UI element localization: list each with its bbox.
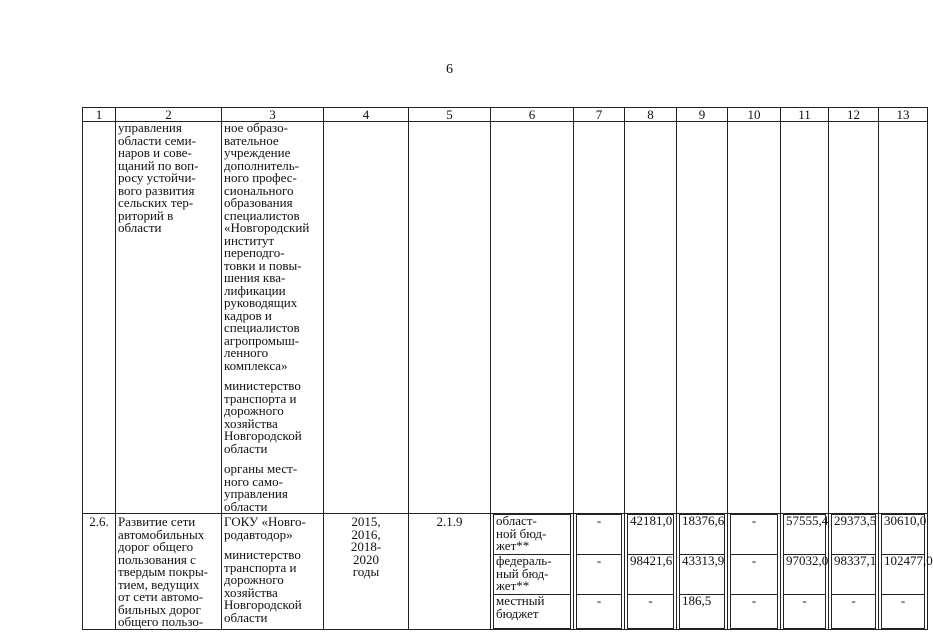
cell-activity: Развитие сети автомобильных дорог общего пользования с твердым покры- тием, ведущих от сети автомо- бильных дорог общего пользо- xyxy=(116,514,222,630)
table-row-continuation xyxy=(83,122,928,514)
table-row-2-6 xyxy=(83,514,928,630)
cell-year-col-11: 57555,4 97032,0 - xyxy=(781,514,829,630)
col-header-12: 12 xyxy=(829,108,879,122)
col-header-3: 3 xyxy=(222,108,324,122)
col-header-7: 7 xyxy=(574,108,625,122)
col-header-8: 8 xyxy=(625,108,677,122)
program-table xyxy=(82,107,933,630)
page-number: 6 xyxy=(446,62,453,77)
executor-institute: ное образо- вательное учреждение дополнитель- ного профес- сионального образования специалистов «Новгородский институт переподго- товки и повы- шения ква- лификации руководящих кадров и специалистов агропромыш- ленного комплекса» xyxy=(224,120,310,373)
cell-funding-source xyxy=(491,514,574,630)
cell-number xyxy=(83,122,116,514)
col-header-4: 4 xyxy=(324,108,409,122)
header-row xyxy=(83,108,928,122)
col-header-1: 1 xyxy=(83,108,116,122)
source-regional: област- ной бюд- жет** xyxy=(494,515,571,555)
cell-year-col-12: 29373,5 98337,1 - xyxy=(829,514,879,630)
col-header-6: 6 xyxy=(491,108,574,122)
executor-ministry: министерство транспорта и дорожного хозяйства Новгородской области xyxy=(224,547,302,625)
col-header-10: 10 xyxy=(728,108,781,122)
cell-year-col-8: 42181,0 98421,6 - xyxy=(625,514,677,630)
cell-year-col-10: - - - xyxy=(728,514,781,630)
col-header-9: 9 xyxy=(677,108,728,122)
cell-years: 2015, 2016, 2018- 2020 годы xyxy=(324,514,409,630)
cell-target-index: 2.1.9 xyxy=(409,514,491,630)
cell-year-col-13: 30610,0 102477,0 - xyxy=(879,514,928,630)
col-header-2: 2 xyxy=(116,108,222,122)
source-federal: федераль- ный бюд- жет** xyxy=(494,555,571,595)
cell-year-col-9: 18376,6 43313,9 186,5 xyxy=(677,514,728,630)
col-header-11: 11 xyxy=(781,108,829,122)
cell-year-col-7: - - - xyxy=(574,514,625,630)
source-local: местный бюджет xyxy=(494,595,571,629)
cell-executors xyxy=(222,122,324,514)
col-header-5: 5 xyxy=(409,108,491,122)
cell-activity: управления области семи- наров и сове- щаний по воп- росу устойчи- вого развития сельских тер- риторий в области xyxy=(116,122,222,514)
cell-executors xyxy=(222,514,324,630)
executor-ministry: министерство транспорта и дорожного хозяйства Новгородской области xyxy=(224,378,302,456)
cell-number: 2.6. xyxy=(83,514,116,630)
executor-gоku: ГОКУ «Новго- родавтодор» xyxy=(224,514,306,542)
executor-local-government: органы мест- ного само- управления области xyxy=(224,461,298,514)
col-header-13: 13 xyxy=(879,108,928,122)
